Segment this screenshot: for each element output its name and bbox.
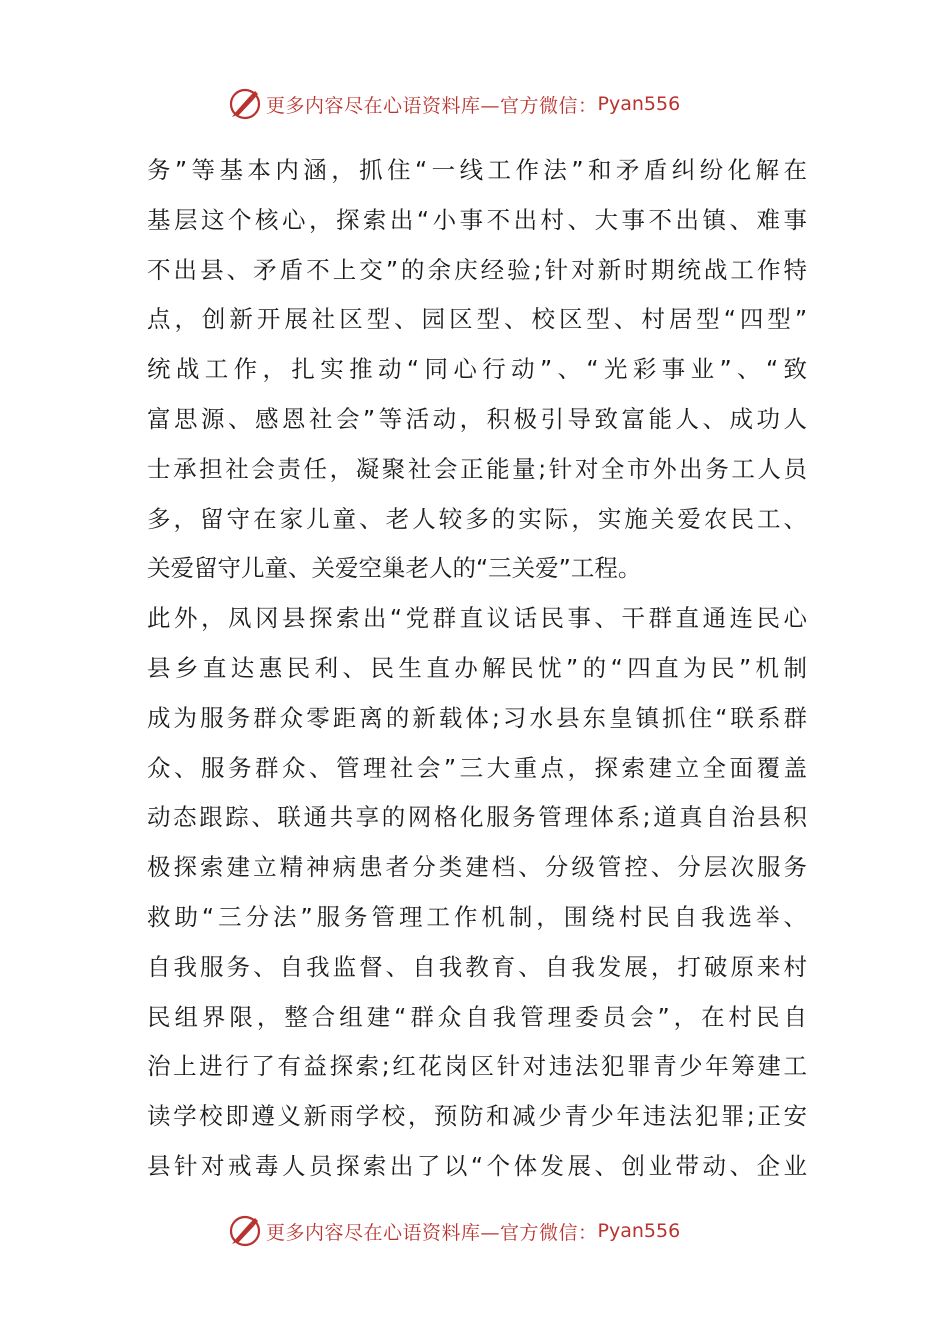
text-line: 关爱留守儿童、关爱空巢老人的“三关爱”工程。 <box>147 554 642 583</box>
text-line: 士承担社会责任，凝聚社会正能量;针对全市外出务工人员 <box>147 454 807 483</box>
text-line: 务”等基本内涵，抓住“一线工作法”和矛盾纠纷化解在 <box>147 156 807 184</box>
text-line: 读学校即遵义新雨学校，预防和减少青少年违法犯罪;正安 <box>147 1102 807 1131</box>
text-line: 成为服务群众零距离的新载体;习水县东皇镇抓住“联系群 <box>147 703 807 732</box>
text-line: 众、服务群众、管理社会”三大重点，探索建立全面覆盖 <box>147 753 807 782</box>
text-line: 动态跟踪、联通共享的网格化服务管理体系;道真自治县积 <box>147 803 807 832</box>
header-watermark <box>228 86 680 122</box>
text-line: 统战工作，扎实推动“同心行动”、“光彩事业”、“致 <box>147 355 807 384</box>
text-line: 基层这个核心，探索出“小事不出村、大事不出镇、难事 <box>147 205 807 234</box>
text-line: 县针对戒毒人员探索出了以“个体发展、创业带动、企业 <box>147 1151 807 1180</box>
document-body <box>147 146 807 1192</box>
watermark-text: 更多内容尽在心语资料库—官方微信： <box>266 94 598 117</box>
text-line: 此外，凤冈县探索出“党群直议话民事、干群直通连民心 <box>147 604 807 633</box>
pen-logo-icon <box>228 1214 262 1248</box>
text-line: 治上进行了有益探索;红花岗区针对违法犯罪青少年筹建工 <box>147 1052 807 1081</box>
text-line: 县乡直达惠民利、民生直办解民忧”的“四直为民”机制 <box>147 653 807 682</box>
watermark-text: 更多内容尽在心语资料库—官方微信： <box>266 1221 598 1244</box>
text-line: 自我服务、自我监督、自我教育、自我发展，打破原来村 <box>147 952 807 981</box>
footer-watermark <box>228 1213 680 1249</box>
paragraph-2 <box>147 594 807 1192</box>
text-line: 点，创新开展社区型、园区型、校区型、村居型“四型” <box>147 305 807 334</box>
text-line: 富思源、感恩社会”等活动，积极引导致富能人、成功人 <box>147 404 807 433</box>
text-line: 民组界限，整合组建“群众自我管理委员会”，在村民自 <box>147 1002 807 1031</box>
watermark-wechat-id: Pyan556 <box>597 93 681 115</box>
text-line: 极探索建立精神病患者分类建档、分级管控、分层次服务 <box>147 853 807 882</box>
text-line: 不出县、矛盾不上交”的余庆经验;针对新时期统战工作特 <box>147 255 807 284</box>
watermark-wechat-id: Pyan556 <box>597 1220 681 1242</box>
paragraph-1 <box>147 146 807 594</box>
text-line: 救助“三分法”服务管理工作机制，围绕村民自我选举、 <box>147 902 807 931</box>
text-line: 多，留守在家儿童、老人较多的实际，实施关爱农民工、 <box>147 504 807 533</box>
pen-logo-icon <box>228 87 262 121</box>
